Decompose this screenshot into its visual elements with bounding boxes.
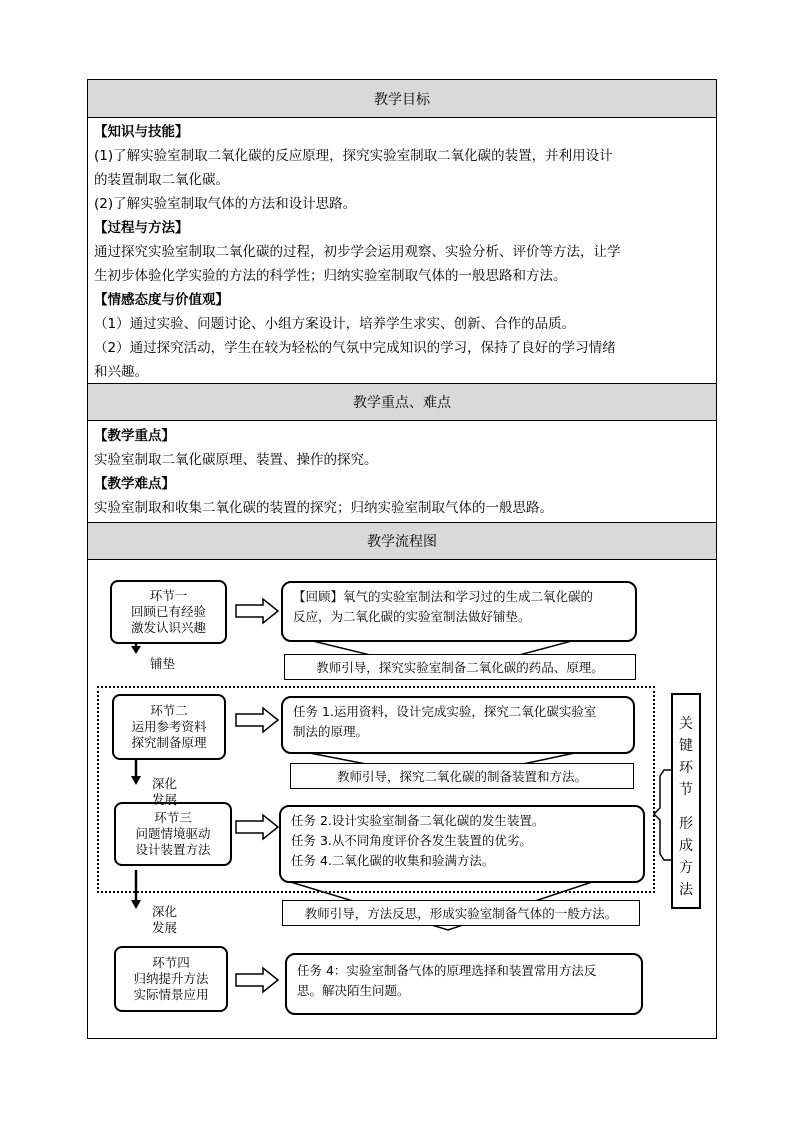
difficulty-title: 【教学难点】 (94, 476, 175, 492)
focus-title: 【教学重点】 (94, 428, 175, 444)
guide-box-3: 教师引导，方法反思，形成实验室制备气体的一般方法。 (282, 900, 640, 926)
objectives-section (94, 120, 714, 384)
side-arrow (654, 770, 672, 860)
flowchart-header: 教学流程图 (88, 522, 716, 560)
stage-1-title: 环节一 (149, 588, 188, 603)
arrow-label-2b: 发展 (152, 792, 178, 807)
stage-2-title: 环节二 (150, 703, 188, 718)
stage-2-box (112, 694, 226, 760)
task-1-line-a: 【回顾】氧气的实验室制法和学习过的生成二氧化碳的 (293, 589, 594, 604)
side-char: 关 (679, 716, 693, 732)
key-points-header: 教学重点、难点 (88, 383, 716, 421)
arrow-label-3b: 发展 (152, 920, 178, 935)
arrow-label-2a: 深化 (152, 776, 178, 791)
emotion-item-1: （1）通过实验、问题讨论、小组方案设计，培养学生求实、创新、合作的品质。 (94, 316, 576, 332)
stage-4-line3: 实际情景应用 (133, 987, 209, 1002)
side-char: 方 (679, 860, 693, 876)
task-box-3 (279, 805, 645, 883)
knowledge-item-1a: (1)了解实验室制取二氧化碳的反应原理，探究实验室制取二氧化碳的装置，并利用设计 (94, 148, 613, 164)
task-3-line-c: 任务 4.二氧化碳的收集和验满方法。 (291, 853, 495, 868)
task-3-line-a: 任务 2.设计实验室制备二氧化碳的发生装置。 (291, 813, 545, 828)
side-char: 节 (679, 782, 693, 798)
task-4-line-b: 思。解决陌生问题。 (297, 983, 410, 998)
key-points-section (94, 424, 714, 520)
hollow-arrow-4 (236, 968, 278, 992)
stage-4-title: 环节四 (152, 955, 190, 970)
side-char: 键 (679, 738, 693, 754)
task-2-line-b: 制法的原理。 (293, 724, 369, 739)
guide-box-1: 教师引导，探究实验室制备二氧化碳的药品、原理。 (284, 654, 636, 680)
task-2-line-a: 任务 1.运用资料，设计完成实验，探究二氧化碳实验室 (293, 704, 597, 719)
process-text-a: 通过探究实验室制取二氧化碳的过程，初步学会运用观察、实验分析、评价等方法，让学 (94, 244, 621, 260)
down-arrow-1 (131, 646, 141, 654)
arrow-label-1: 铺垫 (150, 656, 176, 671)
process-title: 【过程与方法】 (94, 220, 189, 236)
objectives-header: 教学目标 (88, 80, 716, 118)
key-stage-label (671, 693, 701, 909)
stage-1-box (110, 580, 227, 644)
side-char: 环 (679, 760, 693, 776)
stage-3-box (114, 802, 232, 866)
task-4-line-a: 任务 4：实验室制备气体的原理选择和装置常用方法反 (297, 963, 597, 978)
arrow-label-3 (152, 904, 177, 936)
teaching-flowchart (88, 558, 716, 1038)
focus-text: 实验室制取二氧化碳原理、装置、操作的探究。 (94, 452, 378, 468)
side-char: 形 (679, 816, 693, 832)
knowledge-item-2: (2)了解实验室制取气体的方法和设计思路。 (94, 196, 357, 212)
stage-3-line2: 问题情境驱动 (135, 826, 211, 841)
knowledge-item-1b: 的装置制取二氧化碳。 (94, 172, 229, 188)
emotion-item-2a: （2）通过探究活动，学生在较为轻松的气氛中完成知识的学习，保持了良好的学习情绪 (94, 340, 616, 356)
stage-2-line3: 探究制备原理 (131, 735, 207, 750)
task-1-line-b: 反应，为二氧化碳的实验室制法做好铺垫。 (293, 609, 531, 624)
down-arrow-3 (131, 900, 141, 909)
task-box-4 (285, 953, 643, 1015)
stage-4-line2: 归纳提升方法 (133, 971, 209, 986)
task-3-line-b: 任务 3.从不同角度评价各发生装置的优劣。 (291, 833, 532, 848)
task-box-2 (281, 696, 635, 754)
knowledge-title: 【知识与技能】 (94, 124, 189, 140)
guide-box-2: 教师引导，探究二氧化碳的制备装置和方法。 (290, 763, 634, 789)
lesson-plan-table (87, 79, 717, 1039)
stage-1-line3: 激发认识兴趣 (130, 620, 206, 635)
task-box-1 (281, 581, 637, 642)
process-text-b: 生初步体验化学实验的方法的科学性；归纳实验室制取气体的一般思路和方法。 (94, 268, 567, 284)
arrow-label-3a: 深化 (152, 904, 178, 919)
emotion-title: 【情感态度与价值观】 (94, 292, 229, 308)
stage-1-line2: 回顾已有经验 (130, 604, 206, 619)
emotion-item-2b: 和兴趣。 (94, 364, 148, 380)
side-char: 成 (679, 838, 693, 854)
stage-4-box (114, 946, 228, 1012)
stage-2-line2: 运用参考资料 (131, 719, 207, 734)
side-char: 法 (679, 882, 693, 898)
difficulty-text: 实验室制取和收集二氧化碳的装置的探究；归纳实验室制取气体的一般思路。 (94, 500, 553, 516)
stage-3-line3: 设计装置方法 (135, 842, 211, 857)
arrow-label-2 (152, 776, 177, 808)
stage-3-title: 环节三 (154, 810, 192, 825)
hollow-arrow-1 (236, 599, 278, 623)
